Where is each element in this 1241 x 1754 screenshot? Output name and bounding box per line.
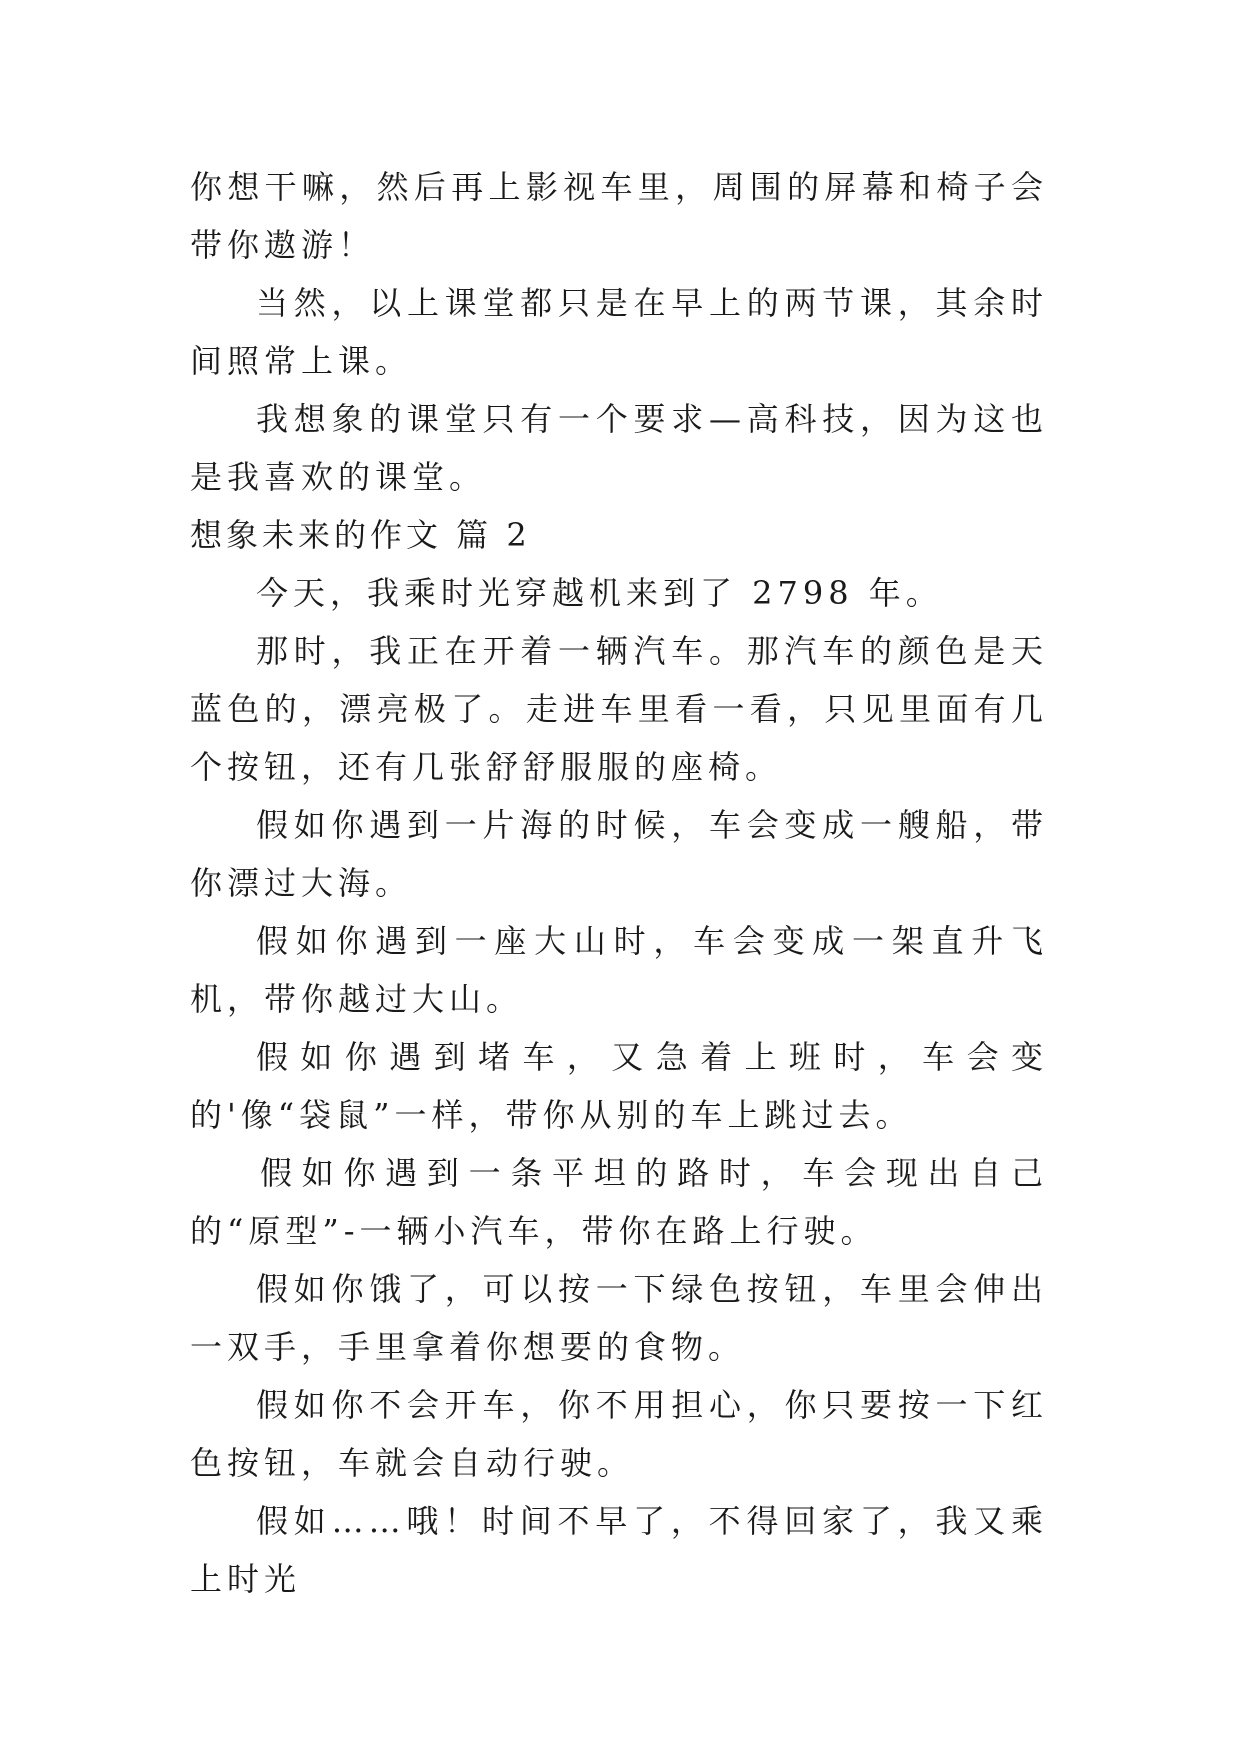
paragraph: 今天，我乘时光穿越机来到了 2798 年。 [256,574,943,612]
paragraph: 假如你遇到堵车，又急着上班时，车会变的'像“袋鼠”一样，带你从别的车上跳过去。 [190,1038,1048,1134]
paragraph: 假如你遇到一片海的时候，车会变成一艘船，带你漂过大海。 [190,806,1048,902]
paragraph: 当然，以上课堂都只是在早上的两节课，其余时间照常上课。 [190,284,1048,380]
paragraph: 我想象的课堂只有一个要求—高科技，因为这也是我喜欢的课堂。 [190,400,1048,496]
paragraph: 那时，我正在开着一辆汽车。那汽车的颜色是天蓝色的，漂亮极了。走进车里看一看，只见里面有几个按钮，还有几张舒舒服服的座椅。 [190,632,1048,786]
paragraph: 假如你遇到一座大山时，车会变成一架直升飞机，带你越过大山。 [190,922,1048,1018]
paragraph: 假如你不会开车，你不用担心，你只要按一下红色按钮，车就会自动行驶。 [190,1386,1048,1482]
paragraph: 假如你遇到一条平坦的路时，车会现出自己的“原型”-一辆小汽车，带你在路上行驶。 [190,1154,1048,1250]
document-body [190,158,1048,1608]
paragraph: 假如你饿了，可以按一下绿色按钮，车里会伸出一双手，手里拿着你想要的食物。 [190,1270,1048,1366]
paragraph: 假如……哦！时间不早了，不得回家了，我又乘上时光 [190,1502,1048,1598]
section-heading: 想象未来的作文 篇 2 [190,516,531,554]
paragraph: 你想干嘛，然后再上影视车里，周围的屏幕和椅子会带你遨游！ [190,168,1048,264]
